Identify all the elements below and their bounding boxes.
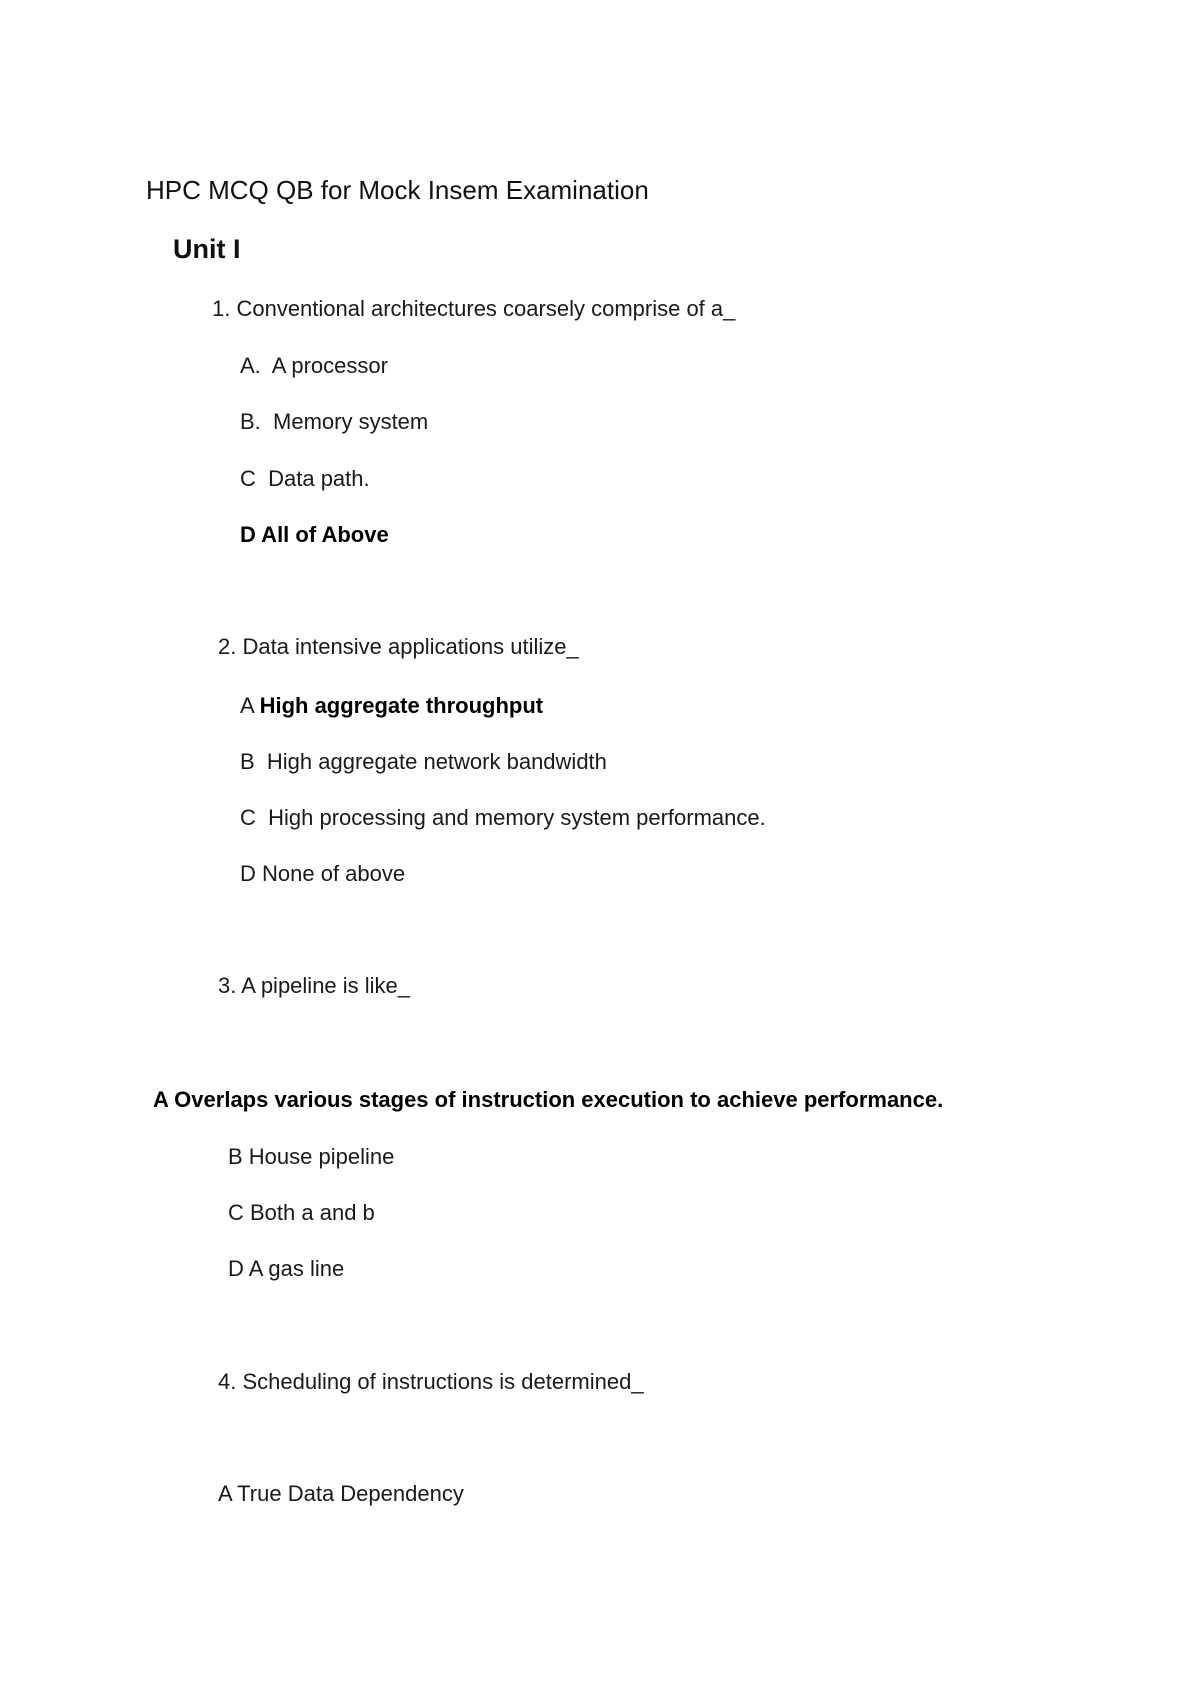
- unit-heading: Unit I: [173, 234, 241, 264]
- question-2-option-c: C High processing and memory system performance.: [240, 805, 766, 830]
- question-1: 1. Conventional architectures coarsely comprise of a_: [212, 296, 736, 321]
- question-2-option-a-answer: [240, 692, 543, 720]
- question-4-option-a: A True Data Dependency: [218, 1481, 464, 1506]
- question-3-option-c: C Both a and b: [228, 1200, 375, 1225]
- question-1-option-c: C Data path.: [240, 466, 370, 491]
- question-2: 2. Data intensive applications utilize_: [218, 634, 579, 659]
- question-3-option-a-answer: A Overlaps various stages of instruction execution to achieve performance.: [153, 1087, 944, 1112]
- document-title: HPC MCQ QB for Mock Insem Examination: [146, 175, 649, 205]
- option-answer-text: High aggregate throughput: [259, 693, 544, 718]
- question-1-option-d-answer: D All of Above: [240, 522, 389, 547]
- question-3-option-d: D A gas line: [228, 1256, 345, 1281]
- question-2-option-b: B High aggregate network bandwidth: [240, 749, 607, 774]
- question-4: 4. Scheduling of instructions is determined_: [218, 1369, 644, 1394]
- question-2-option-d: D None of above: [240, 861, 406, 886]
- option-letter: A: [240, 693, 260, 718]
- question-1-option-b: B. Memory system: [240, 409, 429, 434]
- question-3-option-b: B House pipeline: [228, 1144, 395, 1169]
- question-1-option-a: A. A processor: [240, 353, 388, 378]
- question-3: 3. A pipeline is like_: [218, 973, 411, 998]
